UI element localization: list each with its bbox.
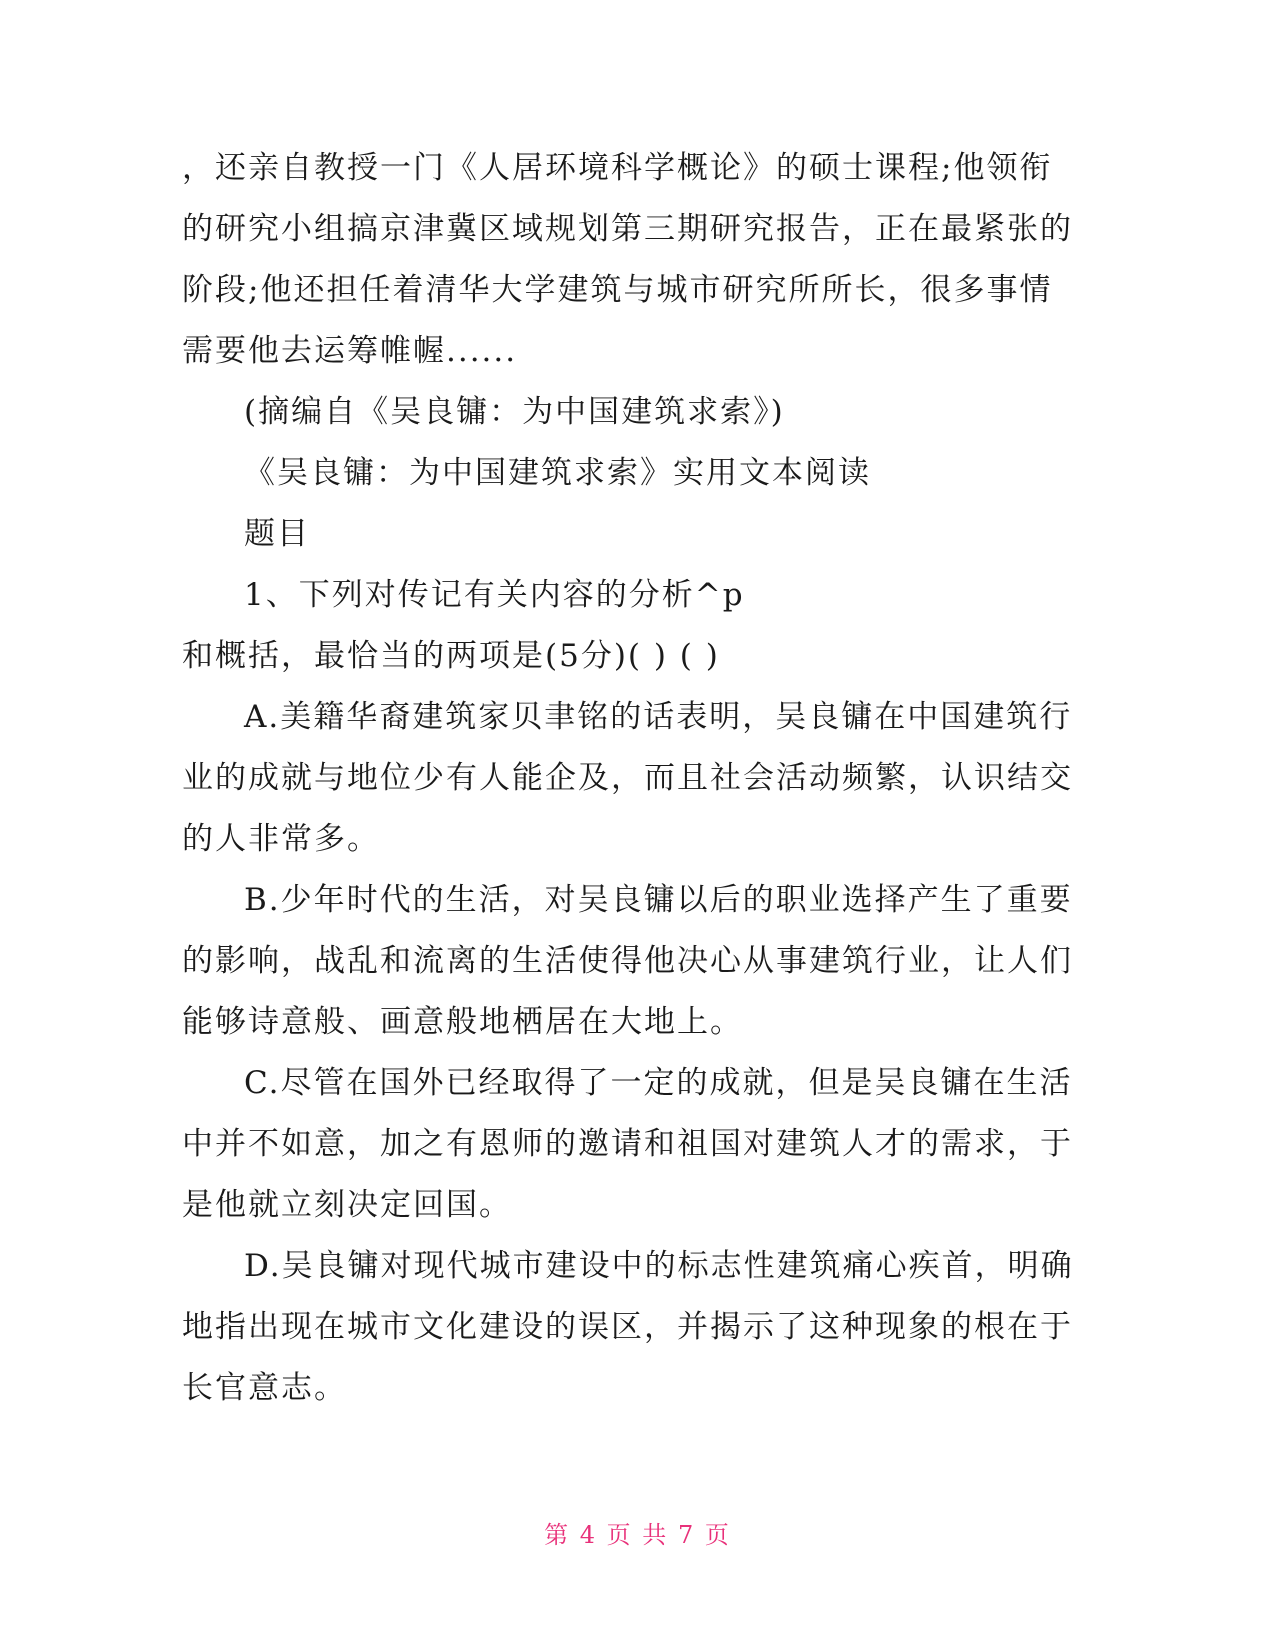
option-b-line: 能够诗意般、画意般地栖居在大地上。 — [182, 1004, 743, 1040]
option-c-line: 中并不如意，加之有恩师的邀请和祖国对建筑人才的需求，于 — [182, 1126, 1073, 1162]
section-title: 《吴良镛：为中国建筑求索》实用文本阅读 — [244, 455, 871, 491]
text-line: ，还亲自教授一门《人居环境科学概论》的硕士课程;他领衔 — [182, 150, 1053, 186]
option-d-line: 地指出现在城市文化建设的误区，并揭示了这种现象的根在于 — [182, 1309, 1073, 1345]
option-a: A.美籍华裔建筑家贝聿铭的话表明，吴良镛在中国建筑行 — [244, 699, 1073, 735]
option-a-line: 的人非常多。 — [182, 821, 380, 857]
text-line: 阶段;他还担任着清华大学建筑与城市研究所所长，很多事情 — [182, 272, 1053, 308]
option-d: D.吴良镛对现代城市建设中的标志性建筑痛心疾首，明确 — [244, 1248, 1074, 1284]
option-a-line: 业的成就与地位少有人能企及，而且社会活动频繁，认识结交 — [182, 760, 1073, 796]
option-c: C.尽管在国外已经取得了一定的成就，但是吴良镛在生活 — [244, 1065, 1073, 1101]
text-line: 的研究小组搞京津冀区域规划第三期研究报告，正在最紧张的 — [182, 211, 1073, 247]
option-c-line: 是他就立刻决定回国。 — [182, 1187, 512, 1223]
text-line: 需要他去运筹帷幄...... — [182, 333, 518, 369]
option-d-line: 长官意志。 — [182, 1370, 347, 1406]
questions-heading: 题目 — [244, 516, 310, 552]
question-1-stem-continued: 和概括，最恰当的两项是(5分)( ) ( ) — [182, 638, 720, 674]
page-number-footer: 第 4 页 共 7 页 — [544, 1521, 731, 1549]
document-body — [182, 138, 1074, 1419]
source-citation: (摘编自《吴良镛：为中国建筑求索》) — [244, 394, 785, 430]
question-1-stem: 1、下列对传记有关内容的分析^p — [244, 577, 745, 613]
option-b: B.少年时代的生活，对吴良镛以后的职业选择产生了重要 — [244, 882, 1073, 918]
option-b-line: 的影响，战乱和流离的生活使得他决心从事建筑行业，让人们 — [182, 943, 1073, 979]
